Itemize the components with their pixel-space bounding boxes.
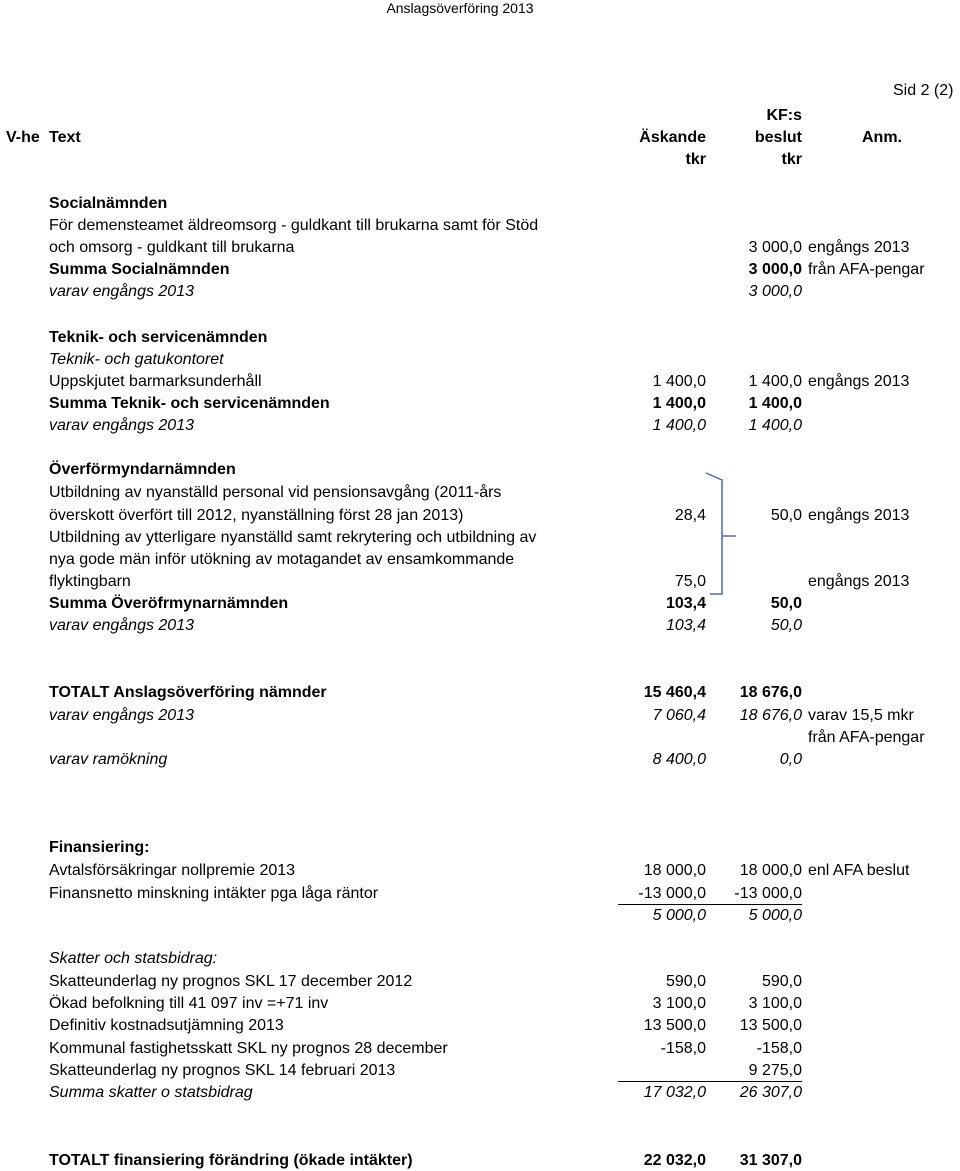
teknik-varav-kf: 1 400,0 [748,417,802,434]
col-vhe: V-he [6,129,40,146]
finansiering-row2-kf: -13 000,0 [734,885,802,902]
skatter-row-ask: 13 500,0 [643,1017,706,1034]
col-kf-unit: tkr [781,151,802,168]
teknik-sum-ask: 1 400,0 [652,395,706,412]
finansiering-row2-label: Finansnetto minskning intäkter pga låga räntor [49,885,379,902]
skatter-sum-rule [618,1081,802,1082]
overform-item2-line2: nya gode män inför utökning av motagandet av ensamkommande [49,551,515,568]
skatter-sum-kf: 26 307,0 [739,1084,802,1101]
teknik-sum-kf: 1 400,0 [748,395,802,412]
overform-item2-ask: 75,0 [674,573,706,590]
totalt-varav1-kf: 18 676,0 [739,707,802,724]
totalt-varav2-label: varav ramökning [49,751,168,768]
finansiering-row2-ask: -13 000,0 [638,885,706,902]
social-varav-label: varav engångs 2013 [49,283,194,300]
overform-item1-line1: Utbildning av nyanställd personal vid pensionsavgång (2011-års [49,484,502,501]
social-item-line1: För demensteamet äldreomsorg - guldkant till brukarna samt för Stöd [49,217,539,234]
overform-varav-label: varav engångs 2013 [49,617,194,634]
overform-varav-ask: 103,4 [665,617,706,634]
finansiering-sum-rule [618,904,802,905]
final-total-ask: 22 032,0 [643,1152,706,1169]
teknik-varav-ask: 1 400,0 [652,417,706,434]
overform-title: Överförmyndarnämnden [49,461,236,478]
totalt-varav2-kf: 0,0 [779,751,802,768]
finansiering-row1-anm: enl AFA beslut [808,862,910,879]
finansiering-sum-kf: 5 000,0 [748,907,802,924]
teknik-item-kf: 1 400,0 [748,373,802,390]
overform-sum-ask: 103,4 [665,595,706,612]
totalt-varav2-ask: 8 400,0 [652,751,706,768]
skatter-title: Skatter och statsbidrag: [49,950,218,967]
skatter-row-label: Ökad befolkning till 41 097 inv =+71 inv [49,995,329,1012]
final-total-kf: 31 307,0 [739,1152,802,1169]
social-item-line2: och omsorg - guldkant till brukarna [49,239,295,256]
social-item-anm: engångs 2013 [808,239,910,256]
skatter-row-kf: 13 500,0 [739,1017,802,1034]
totalt-label: TOTALT Anslagsöverföring nämnder [49,684,327,701]
skatter-row-kf: -158,0 [756,1040,802,1057]
totalt-kf: 18 676,0 [739,684,802,701]
skatter-row-ask: 590,0 [665,973,706,990]
teknik-title: Teknik- och servicenämnden [49,329,268,346]
col-kf-line1: KF:s [766,107,802,124]
skatter-sum-ask: 17 032,0 [643,1084,706,1101]
overform-item2-line1: Utbildning av ytterligare nyanställd samt rekrytering och utbildning av [49,529,537,546]
totalt-varav1-anm-line2: från AFA-pengar [808,729,925,746]
skatter-sum-label: Summa skatter o statsbidrag [49,1084,253,1101]
overform-sum-label: Summa Överöfrmynarnämnden [49,595,289,612]
overform-item1-ask: 28,4 [674,507,706,524]
social-sum-kf: 3 000,0 [748,261,802,278]
finansiering-row1-ask: 18 000,0 [643,862,706,879]
skatter-row-label: Definitiv kostnadsutjämning 2013 [49,1017,284,1034]
finansiering-row1-label: Avtalsförsäkringar nollpremie 2013 [49,862,296,879]
page-number: Sid 2 (2) [893,82,954,99]
col-text: Text [49,129,81,146]
skatter-row-kf: 590,0 [761,973,802,990]
social-varav-kf: 3 000,0 [748,283,802,300]
overform-item1-anm: engångs 2013 [808,507,910,524]
social-sum-anm: från AFA-pengar [808,261,925,278]
teknik-varav-label: varav engångs 2013 [49,417,194,434]
social-item-kf: 3 000,0 [748,239,802,256]
col-kf-line2: beslut [754,129,802,146]
col-askande: Äskande [639,129,706,146]
overform-varav-kf: 50,0 [770,617,802,634]
col-askande-unit: tkr [685,151,706,168]
skatter-row-label: Skatteunderlag ny prognos SKL 17 december 2012 [49,973,413,990]
teknik-subtitle: Teknik- och gatukontoret [49,351,224,368]
grouping-bracket [702,470,762,600]
totalt-ask: 15 460,4 [643,684,706,701]
teknik-item-ask: 1 400,0 [652,373,706,390]
overform-item1-line2: överskott överfört till 2012, nyanställning först 28 jan 2013) [49,507,464,524]
overform-item2-anm: engångs 2013 [808,573,910,590]
overform-item2-line3: flyktingbarn [49,573,131,590]
totalt-varav1-label: varav engångs 2013 [49,707,194,724]
skatter-row-kf: 9 275,0 [748,1062,802,1079]
finansiering-sum-ask: 5 000,0 [652,907,706,924]
final-total-label: TOTALT finansiering förändring (ökade intäkter) [49,1152,413,1169]
overform-item1-kf: 50,0 [770,507,802,524]
finansiering-title: Finansiering: [49,839,150,856]
skatter-row-ask: 3 100,0 [652,995,706,1012]
totalt-varav1-ask: 7 060,4 [652,707,706,724]
totalt-varav1-anm-line1: varav 15,5 mkr [808,707,914,724]
teknik-item-anm: engångs 2013 [808,373,910,390]
social-sum-label: Summa Socialnämnden [49,261,230,278]
overform-sum-kf: 50,0 [770,595,802,612]
teknik-sum-label: Summa Teknik- och servicenämnden [49,395,330,412]
finansiering-row1-kf: 18 000,0 [739,862,802,879]
teknik-item-label: Uppskjutet barmarksunderhåll [49,373,262,390]
skatter-row-label: Skatteunderlag ny prognos SKL 14 februari 2013 [49,1062,396,1079]
skatter-row-ask: -158,0 [660,1040,706,1057]
social-title: Socialnämnden [49,195,168,212]
page-header: Anslagsöverföring 2013 [386,0,534,16]
skatter-row-label: Kommunal fastighetsskatt SKL ny prognos 28 december [49,1040,448,1057]
bracket-line [706,473,722,594]
col-anm: Anm. [862,129,902,146]
skatter-row-kf: 3 100,0 [748,995,802,1012]
